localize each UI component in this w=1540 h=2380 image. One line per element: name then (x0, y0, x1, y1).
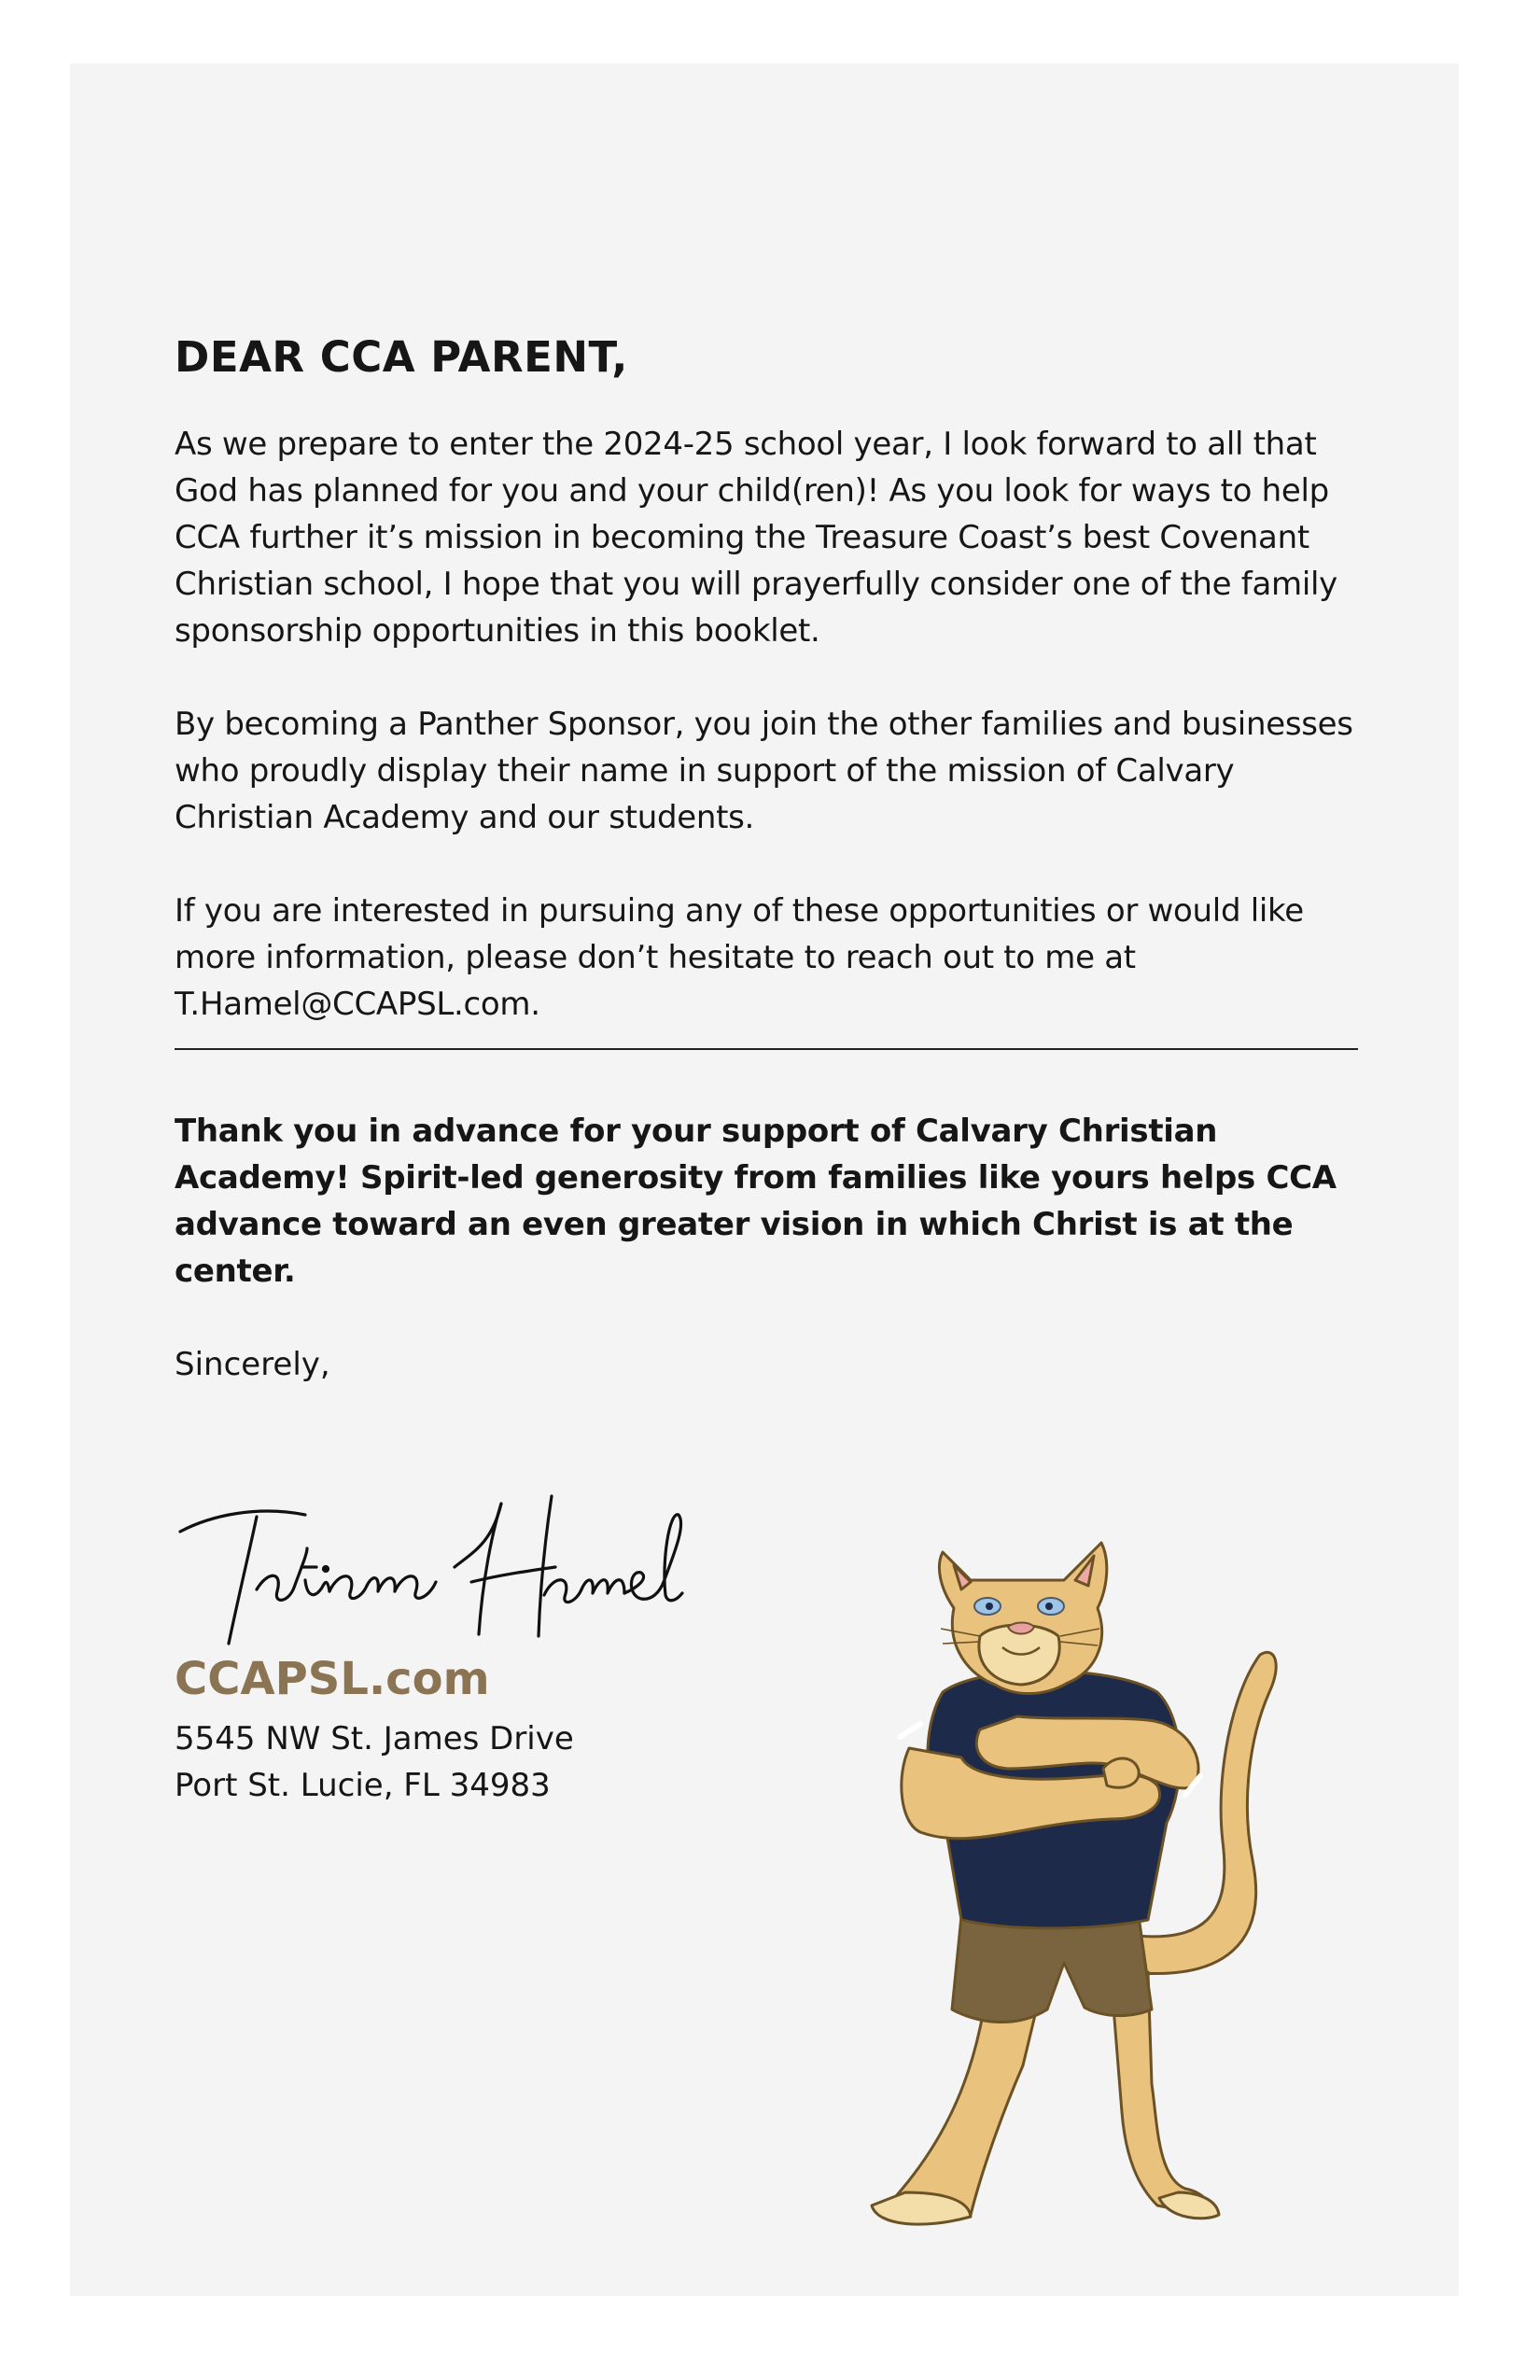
letter-page (70, 63, 1459, 2296)
letter-body (175, 329, 1358, 1388)
mailing-address (175, 1715, 574, 1809)
closing: Sincerely, (175, 1346, 330, 1383)
signature (175, 1477, 697, 1664)
panther-mascot-icon (831, 1524, 1353, 2243)
divider (175, 1048, 1358, 1050)
address-line-1: 5545 NW St. James Drive (175, 1720, 574, 1757)
address-line-2: Port St. Lucie, FL 34983 (175, 1767, 551, 1804)
paragraph-sponsor: By becoming a Panther Sponsor, you join the other families and businesses who proudly display their name in support of the mission of Calvary Christian Academy and our students. (175, 706, 1353, 836)
salutation: DEAR CCA PARENT, (175, 332, 628, 382)
paragraph-intro: As we prepare to enter the 2024-25 school year, I look forward to all that God has planned for you and your child(ren)! As you look for ways to help CCA further it’s mission in becoming the Treasure Coast’s best Covenant Christian school, I hope that you will prayerfully consider one of the family sponsorship opportunities in this booklet. (175, 426, 1337, 650)
paragraph-contact: If you are interested in pursuing any of these opportunities or would like more information, please don’t hesitate to reach out to me at T.Hamel@CCAPSL.com. (175, 892, 1304, 1023)
thank-you-note: Thank you in advance for your support of Calvary Christian Academy! Spirit-led generosity from families like yours helps CCA advance toward an even greater vision in which Christ is at the center. (175, 1113, 1337, 1290)
website-link[interactable]: CCAPSL.com (175, 1653, 490, 1705)
